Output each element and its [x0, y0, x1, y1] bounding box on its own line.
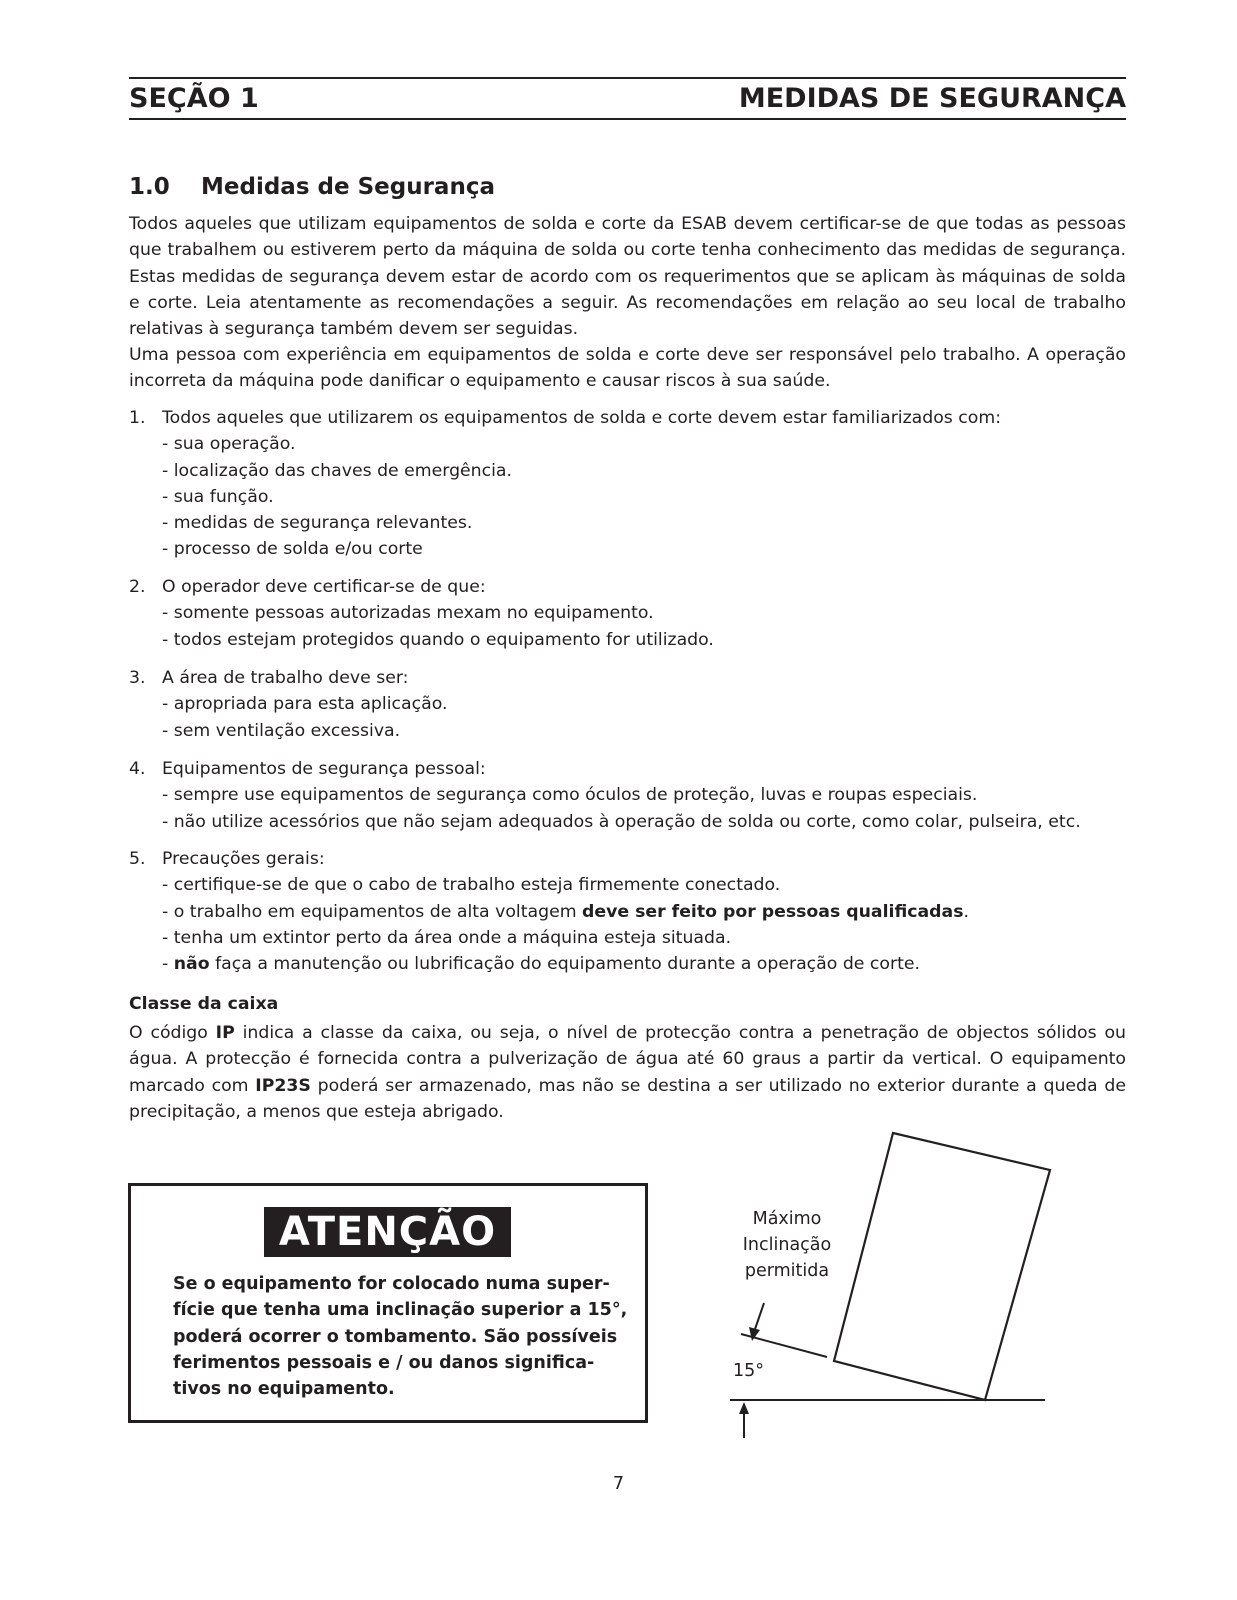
- warning-box: [128, 1183, 648, 1423]
- page-number: 7: [612, 1474, 625, 1494]
- list-item-title: Precauções gerais:: [162, 849, 325, 869]
- tilted-equipment: [834, 1133, 1050, 1400]
- list-item-number: 2.: [129, 577, 146, 597]
- maintenance-text: faça a manutenção ou lubrificação do equipamento durante a operação de corte.: [209, 954, 921, 975]
- list-item-title: Todos aqueles que utilizarem os equipamentos de solda e corte devem estar familiarizados com:: [162, 408, 1002, 428]
- list-item-line: - sempre use equipamentos de segurança como óculos de proteção, luvas e roupas especiais.: [162, 785, 978, 806]
- warning-line: tivos no equipamento.: [173, 1379, 395, 1400]
- warning-text: [173, 1271, 628, 1402]
- class-text-b: indica a classe da caixa, ou seja, o nível de protecção contra a penetração de objectos sólidos ou água. A protecção é fornecida contra a pulverização de água até 60 graus a partir da vertical. O equipamento marcado com: [129, 1023, 1126, 1096]
- list-item-number: 4.: [129, 759, 146, 779]
- list-item-3: [129, 665, 1129, 744]
- lower-arrowhead: [739, 1402, 749, 1414]
- header-top-rule: [129, 77, 1126, 79]
- warning-title: ATENÇÃO: [264, 1207, 511, 1257]
- list-item-line: - processo de solda e/ou corte: [162, 539, 423, 560]
- ip-code: IP: [215, 1023, 235, 1043]
- warning-line: fície que tenha uma inclinação superior a 15°,: [173, 1300, 628, 1321]
- list-item-line: - não utilize acessórios que não sejam adequados à operação de solda ou corte, como colar, pulseira, etc.: [162, 811, 1081, 832]
- header-section-title: MEDIDAS DE SEGURANÇA: [738, 83, 1126, 114]
- list-item-line: - sem ventilação excessiva.: [162, 720, 401, 741]
- list-item-number: 5.: [129, 849, 146, 869]
- class-text-c: poderá ser armazenado, mas não se destina a ser utilizado no exterior durante a queda de precipitação, a menos que esteja abrigado.: [129, 1075, 1126, 1122]
- diagram-label-line2: Inclinação: [742, 1235, 832, 1255]
- warning-line: ferimentos pessoais e / ou danos significa-: [173, 1352, 595, 1373]
- enclosure-class-heading: Classe da caixa: [129, 994, 279, 1014]
- section-title: Medidas de Segurança: [201, 174, 495, 200]
- intro-paragraph-2: Uma pessoa com experiência em equipamentos de solda e corte deve ser responsável pelo trabalho. A operação incorreta da máquina pode danificar o equipamento e causar riscos à sua saúde.: [129, 345, 1126, 392]
- list-item-title: A área de trabalho deve ser:: [162, 668, 409, 688]
- upper-arrow-shaft: [754, 1303, 764, 1332]
- list-item-line: - localização das chaves de emergência.: [162, 460, 513, 481]
- diagram-label-line3: permitida: [744, 1261, 830, 1281]
- list-item-line: - todos estejam protegidos quando o equipamento for utilizado.: [162, 629, 714, 650]
- list-item-line-voltage: [162, 899, 1129, 925]
- angle-label: 15°: [733, 1361, 765, 1381]
- list-item-line: - tenha um extintor perto da área onde a máquina esteja situada.: [162, 927, 732, 948]
- enclosure-class-paragraph: [129, 1020, 1126, 1125]
- voltage-text: - o trabalho em equipamentos de alta voltagem: [162, 901, 583, 922]
- list-item-4: [129, 756, 1129, 835]
- list-item-number: 3.: [129, 668, 146, 688]
- list-item-line: - sua função.: [162, 486, 274, 507]
- list-item-5: [129, 846, 1129, 977]
- list-item-line: - sua operação.: [162, 434, 296, 455]
- list-item-number: 1.: [129, 408, 146, 428]
- header-bottom-rule: [129, 118, 1126, 120]
- section-number: 1.0: [129, 174, 170, 200]
- class-text-a: O código: [129, 1023, 216, 1043]
- header-section-label: SEÇÃO 1: [129, 83, 259, 114]
- list-item-title: O operador deve certificar-se de que:: [162, 577, 486, 597]
- voltage-end: .: [963, 901, 969, 922]
- list-item-1: [129, 405, 1129, 563]
- warning-line: poderá ocorrer o tombamento. São possíveis: [173, 1326, 618, 1347]
- list-item-line-maintenance: [162, 951, 1129, 977]
- warning-line: Se o equipamento for colocado numa super-: [173, 1274, 610, 1294]
- list-item-2: [129, 574, 1129, 653]
- maintenance-dash: -: [162, 954, 174, 975]
- tilt-diagram: [700, 1120, 1060, 1450]
- list-item-line: - somente pessoas autorizadas mexam no equipamento.: [162, 603, 654, 624]
- voltage-emphasis: deve ser feito por pessoas qualificadas: [582, 901, 964, 922]
- list-item-title: Equipamentos de segurança pessoal:: [162, 759, 486, 779]
- intro-paragraph-1: Todos aqueles que utilizam equipamentos de solda e corte da ESAB devem certificar-se de que todas as pessoas que trabalhem ou estiverem perto da máquina de solda ou corte tenha conhecimento das medidas de segurança. Estas medidas de segurança devem estar de acordo com os requerimentos que se aplicam às máquinas de solda e corte. Leia atentamente as recomendações a seguir. As recomendações em relação ao seu local de trabalho relativas à segurança também devem ser seguidas.: [129, 214, 1126, 340]
- diagram-label-line1: Máximo: [752, 1209, 822, 1229]
- maintenance-emphasis: não: [173, 954, 210, 975]
- list-item-line: - certifique-se de que o cabo de trabalho esteja firmemente conectado.: [162, 875, 781, 896]
- ip23s-code: IP23S: [255, 1075, 311, 1096]
- list-item-line: - apropriada para esta aplicação.: [162, 694, 448, 715]
- list-item-line: - medidas de segurança relevantes.: [162, 513, 473, 534]
